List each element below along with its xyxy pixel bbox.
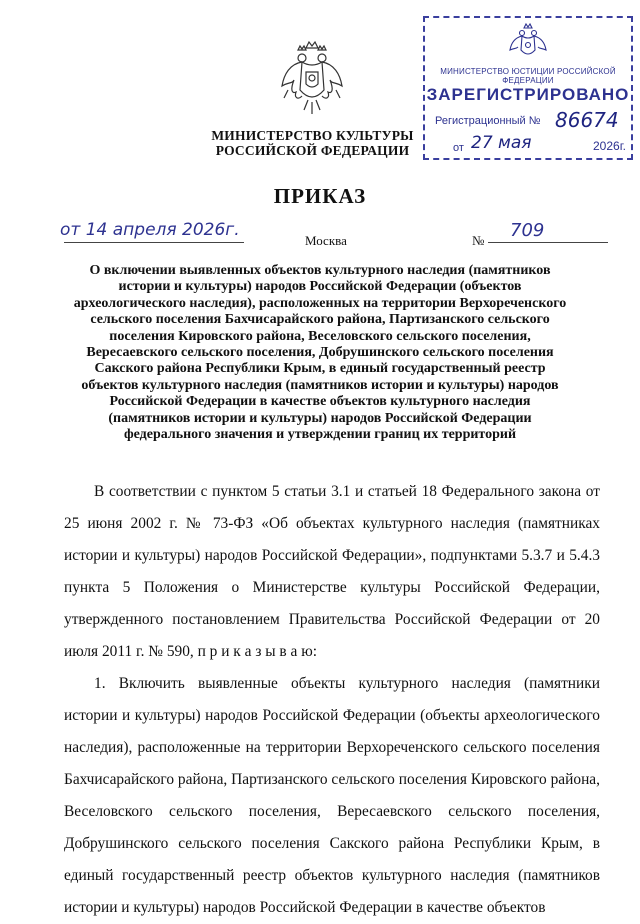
order-heading: О включении выявленных объектов культурного наследия (памятников истории и культуры) народов Российской Федерации (объектов археологического наследия), расположенных на территории Верхореченского сельского поселения Бахчисарайского района, Партизанского сельского поселения Кировского района, Веселовского сельского поселения, Вересаевского сельского поселения, Добрушинского сельского поселения Сакского района Республики Крым, в единый государственный реестр объектов культурного наследия (памятников истории и культуры) народов Российской Федерации в качестве объектов культурного наследия (памятников истории и культуры) народов Российской Федерации федерального значения и утверждении границ их территорий — [73, 263, 567, 443]
ministry-name — [200, 128, 425, 158]
order-number-handwritten: 709 — [510, 220, 545, 241]
order-date-handwritten: от 14 апреля 2026г. — [60, 220, 240, 240]
document-type-title: ПРИКАЗ — [273, 184, 367, 208]
stamp-status: ЗАРЕГИСТРИРОВАНО — [426, 85, 630, 104]
body-paragraph-preamble: В соответствии с пунктом 5 статьи 3.1 и статьей 18 Федерального закона от 25 июня 2002 г. № 73-ФЗ «Об объектах культурного наследия (памятниках истории и культуры) народов Российской Федерации», подпунктами 5.3.7 и 5.4.3 пункта 5 Положения о Министерстве культуры Российской Федерации, утвержденного постановлением Правительства Российской Федерации от 20 июля 2011 г. № 590, п р и к а з ы в а ю: — [64, 483, 600, 660]
coat-of-arms-emblem — [280, 34, 344, 122]
date-underline — [64, 242, 244, 243]
registration-stamp — [423, 16, 633, 160]
order-body — [64, 476, 600, 924]
stamp-date-prefix: от — [453, 142, 464, 154]
stamp-reg-number: 86674 — [555, 108, 619, 132]
ministry-line2: РОССИЙСКОЙ ФЕДЕРАЦИИ — [215, 143, 410, 158]
number-sign: № — [472, 233, 485, 248]
body-paragraph-item-1: 1. Включить выявленные объекты культурного наследия (памятники истории и культуры) народов Российской Федерации (объекты археологического наследия), расположенные на территории Верхореченского сельского поселения Бахчисарайского района, Партизанского сельского поселения Кировского района, Веселовского сельского поселения, Вересаевского сельского поселения, Добрушинского сельского поселения Сакского района Республики Крым, в единый государственный реестр объектов культурного наследия (памятников истории и культуры) народов Российской Федерации в качестве объектов — [64, 675, 600, 916]
ministry-line1: МИНИСТЕРСТВО КУЛЬТУРЫ — [211, 128, 414, 143]
stamp-date-year: 2026г. — [593, 139, 626, 153]
stamp-emblem-icon — [508, 22, 548, 62]
number-underline — [488, 242, 608, 243]
stamp-date-handwritten: 27 мая — [471, 133, 532, 153]
stamp-reg-label: Регистрационный № — [435, 115, 541, 127]
stamp-organization: МИНИСТЕРСТВО ЮСТИЦИИ РОССИЙСКОЙ ФЕДЕРАЦИИ — [440, 67, 616, 85]
city: Москва — [305, 233, 347, 248]
